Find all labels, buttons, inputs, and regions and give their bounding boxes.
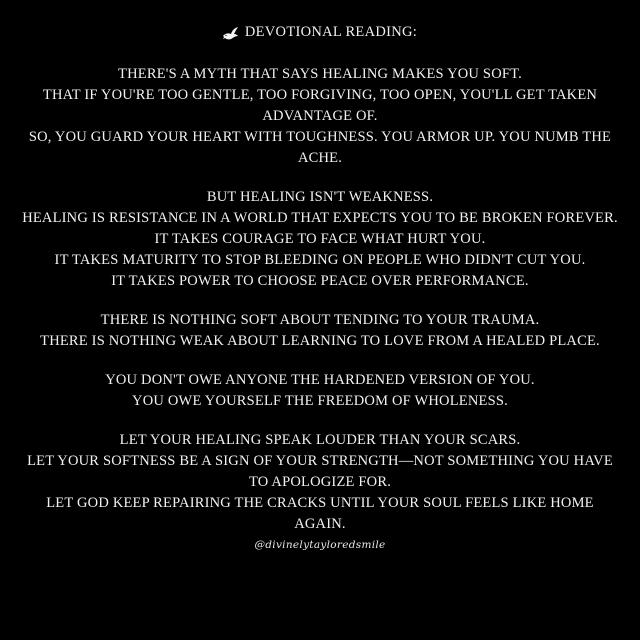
text-line: THERE IS NOTHING WEAK ABOUT LEARNING TO LOVE FROM A HEALED PLACE. bbox=[40, 333, 600, 349]
text-line: THERE IS NOTHING SOFT ABOUT TENDING TO YOUR TRAUMA. bbox=[100, 312, 540, 328]
paragraph-2 bbox=[8, 187, 632, 292]
text-line: LET YOUR HEALING SPEAK LOUDER THAN YOUR SCARS. bbox=[119, 432, 521, 448]
text-line: IT TAKES COURAGE TO FACE WHAT HURT YOU. bbox=[154, 231, 486, 247]
paragraph-3 bbox=[8, 310, 632, 352]
paragraph-1 bbox=[8, 64, 632, 169]
author-signature: @divinelytayloredsmile bbox=[254, 539, 386, 551]
paragraph-4 bbox=[8, 370, 632, 412]
text-line: TO APOLOGIZE FOR. bbox=[248, 474, 392, 490]
post-content bbox=[8, 20, 632, 552]
text-line: BUT HEALING ISN'T WEAKNESS. bbox=[206, 189, 434, 205]
paragraph-5 bbox=[8, 430, 632, 535]
text-line: THAT IF YOU'RE TOO GENTLE, TOO FORGIVING, TOO OPEN, YOU'LL GET TAKEN bbox=[42, 87, 598, 103]
text-line: YOU DON'T OWE ANYONE THE HARDENED VERSION OF YOU. bbox=[105, 372, 535, 388]
text-line: HEALING IS RESISTANCE IN A WORLD THAT EXPECTS YOU TO BE BROKEN FOREVER. bbox=[22, 210, 618, 226]
text-line: THERE'S A MYTH THAT SAYS HEALING MAKES YOU SOFT. bbox=[118, 66, 522, 82]
text-line: YOU OWE YOURSELF THE FREEDOM OF WHOLENESS. bbox=[132, 393, 508, 409]
text-line: AGAIN. bbox=[294, 516, 346, 532]
post-header bbox=[8, 20, 632, 44]
dove-icon bbox=[223, 26, 239, 40]
text-line: IT TAKES MATURITY TO STOP BLEEDING ON PEOPLE WHO DIDN'T CUT YOU. bbox=[54, 252, 586, 268]
text-line: ADVANTAGE OF. bbox=[262, 108, 378, 124]
text-line: LET YOUR SOFTNESS BE A SIGN OF YOUR STRENGTH—NOT SOMETHING YOU HAVE bbox=[27, 453, 613, 469]
post-title: DEVOTIONAL READING: bbox=[244, 24, 418, 40]
text-line: LET GOD KEEP REPAIRING THE CRACKS UNTIL YOUR SOUL FEELS LIKE HOME bbox=[46, 495, 594, 511]
text-line: IT TAKES POWER TO CHOOSE PEACE OVER PERFORMANCE. bbox=[111, 273, 529, 289]
text-line: SO, YOU GUARD YOUR HEART WITH TOUGHNESS. YOU ARMOR UP. YOU NUMB THE bbox=[28, 129, 612, 145]
text-line: ACHE. bbox=[297, 150, 343, 166]
